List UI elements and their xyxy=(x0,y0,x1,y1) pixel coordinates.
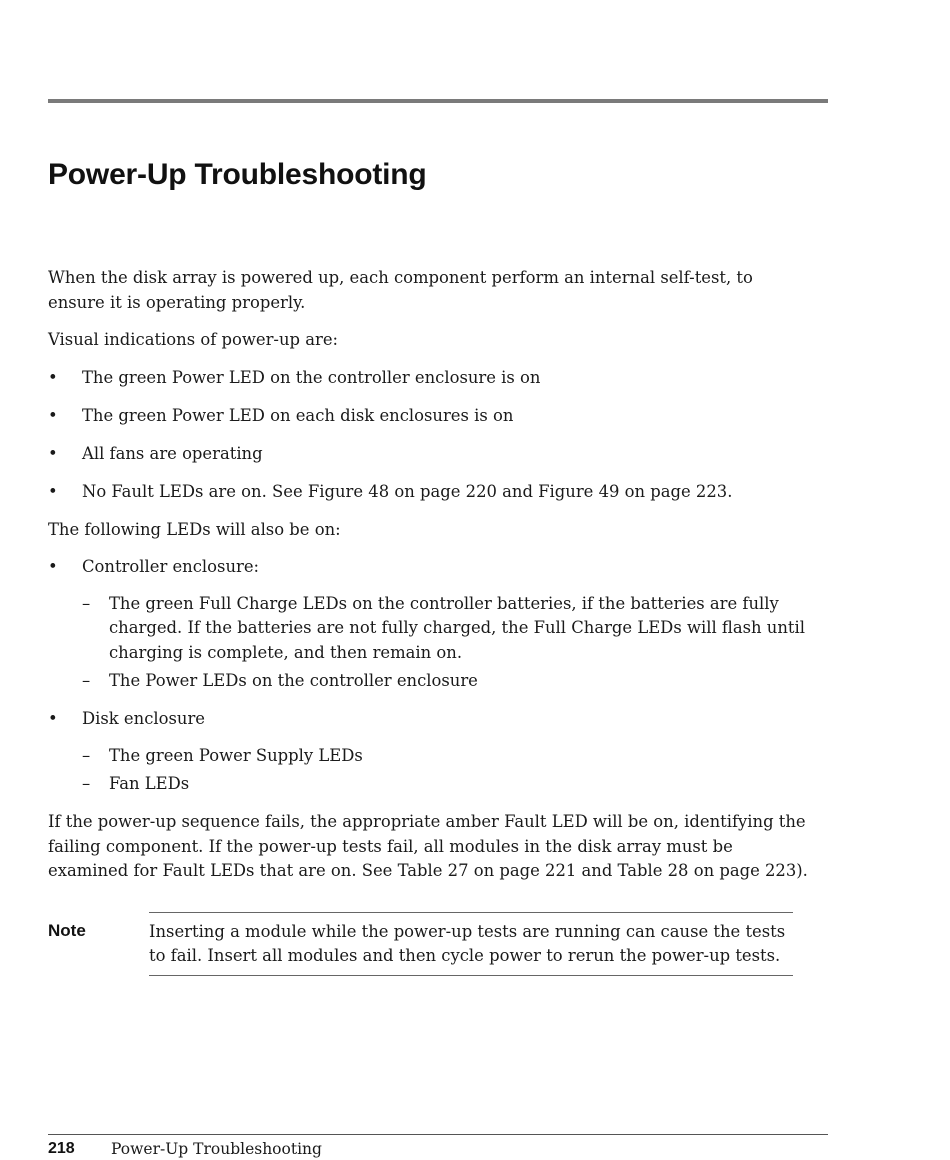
sub-list-item xyxy=(82,772,808,797)
controller-enclosure-item xyxy=(48,555,808,694)
sub-list-item xyxy=(82,669,808,694)
intro-paragraph: When the disk array is powered up, each component perform an internal self-test, to ensure it is operating properly. xyxy=(48,268,753,312)
visual-indications-intro: Visual indications of power-up are: xyxy=(48,330,339,349)
failure-paragraph: If the power-up sequence fails, the appropriate amber Fault LED will be on, identifying the failing component. If the power-up tests fail, all modules in the disk array must be examined for Fault LEDs that are on. See Table 27 on page 221 and Table 28 on page 223). xyxy=(48,812,808,880)
list-item-text: The green Power LED on each disk enclosures is on xyxy=(82,405,514,425)
list-item xyxy=(48,442,808,467)
note-block xyxy=(48,912,794,974)
bullet-icon: • xyxy=(48,443,58,463)
following-leds-intro: The following LEDs will also be on: xyxy=(48,519,341,539)
group-label: Disk enclosure xyxy=(82,709,205,728)
disk-enclosure-item xyxy=(48,707,808,797)
sub-list-item-text: The green Power Supply LEDs xyxy=(109,745,363,765)
sub-list-item-text: Fan LEDs xyxy=(109,774,190,793)
sub-list-item xyxy=(82,592,808,666)
group-label: Controller enclosure: xyxy=(82,557,260,576)
body-text xyxy=(48,266,808,897)
dash-icon: – xyxy=(82,745,91,765)
footer-section-title: Power-Up Troubleshooting xyxy=(111,1140,322,1158)
bullet-icon: • xyxy=(48,557,58,576)
bullet-icon: • xyxy=(48,405,58,425)
list-item xyxy=(48,480,808,505)
visual-indications-list xyxy=(48,366,808,505)
list-item xyxy=(48,366,808,391)
dash-icon: – xyxy=(82,774,91,793)
bullet-icon: • xyxy=(48,709,58,728)
list-item-text: The green Power LED on the controller enclosure is on xyxy=(82,367,541,387)
page-number: 218 xyxy=(48,1140,75,1157)
disk-enclosure-sublist xyxy=(82,744,808,797)
note-text: Inserting a module while the power-up tests are running can cause the tests to fail. Insert all modules and then cycle power to rerun the power-up tests. xyxy=(149,912,793,976)
top-rule xyxy=(48,99,828,103)
bullet-icon: • xyxy=(48,367,58,387)
list-item-text: No Fault LEDs are on. See Figure 48 on page 220 and Figure 49 on page 223. xyxy=(82,481,733,501)
list-item-text: All fans are operating xyxy=(82,443,263,463)
sub-list-item-text: The Power LEDs on the controller enclosure xyxy=(109,671,478,690)
footer-rule xyxy=(48,1134,828,1135)
note-label: Note xyxy=(48,921,86,940)
list-item xyxy=(48,404,808,429)
controller-enclosure-sublist xyxy=(82,592,808,694)
dash-icon: – xyxy=(82,671,91,690)
sub-list-item-text: The green Full Charge LEDs on the controller batteries, if the batteries are fully charged. If the batteries are not fully charged, the Full Charge LEDs will flash until charging is complete, and then remain on. xyxy=(109,593,805,662)
dash-icon: – xyxy=(82,593,91,613)
sub-list-item xyxy=(82,744,808,769)
page-title: Power-Up Troubleshooting xyxy=(48,158,427,191)
bullet-icon: • xyxy=(48,481,58,501)
led-groups-list xyxy=(48,555,808,797)
